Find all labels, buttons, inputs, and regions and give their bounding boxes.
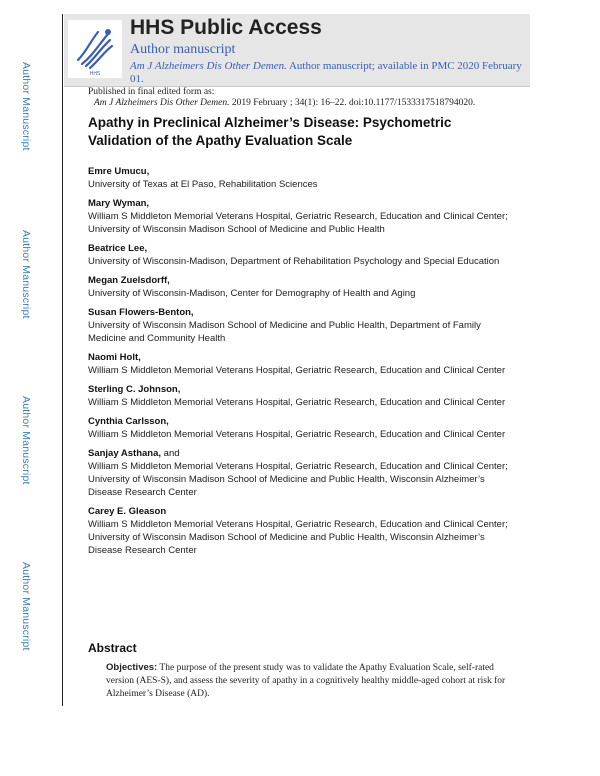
author-entry <box>88 505 518 557</box>
published-label: Published in final edited form as: <box>88 87 215 97</box>
hhs-public-access-title: HHS Public Access <box>130 16 322 39</box>
side-label-author-manuscript: Author Manuscript <box>20 230 32 319</box>
author-name: Cynthia Carlsson, <box>88 416 169 427</box>
hhs-eagle-logo-icon <box>68 20 122 78</box>
author-list <box>88 165 518 563</box>
author-entry <box>88 197 518 236</box>
author-entry <box>88 274 518 300</box>
objectives-text: The purpose of the present study was to validate the Apathy Evaluation Scale, self-rated version (AES-S), and assess the severity of apathy in a cognitively healthy middle-aged cohort at risk for Alzheimer’s Disease (AD). <box>106 663 506 699</box>
author-name: Sanjay Asthana, <box>88 448 162 459</box>
author-entry <box>88 351 518 377</box>
author-entry <box>88 242 518 268</box>
author-affiliation: William S Middleton Memorial Veterans Hospital, Geriatric Research, Education and Clinical Center <box>88 397 506 408</box>
author-entry <box>88 306 518 345</box>
published-details: 2019 February ; 34(1): 16–22. doi:10.1177/1533317518794020. <box>229 98 476 108</box>
author-entry <box>88 447 518 499</box>
article-title: Apathy in Preclinical Alzheimer’s Disease: Psychometric Validation of the Apathy Evaluation Scale <box>88 115 452 148</box>
published-citation <box>88 98 568 109</box>
author-name: Sterling C. Johnson, <box>88 384 181 395</box>
abstract-objectives <box>106 661 506 701</box>
header-citation <box>130 60 526 86</box>
objectives-label: Objectives: <box>106 662 158 673</box>
author-name: Megan Zuelsdorff, <box>88 275 170 286</box>
author-manuscript-subtitle: Author manuscript <box>130 42 236 57</box>
author-entry <box>88 415 518 441</box>
author-name: Naomi Holt, <box>88 352 141 363</box>
author-name-line <box>88 447 518 460</box>
side-label-author-manuscript: Author Manuscript <box>20 562 32 651</box>
left-rule-divider <box>62 14 63 706</box>
author-entry <box>88 383 518 409</box>
left-margin-bar <box>0 0 64 706</box>
author-name: Carey E. Gleason <box>88 506 167 517</box>
author-affiliation: William S Middleton Memorial Veterans Hospital, Geriatric Research, Education and Clinical Center; University of Wisconsin Madison School of Medicine and Public Health <box>88 211 508 235</box>
abstract-heading: Abstract <box>88 641 137 655</box>
author-name: Beatrice Lee, <box>88 243 148 254</box>
author-name: Emre Umucu, <box>88 166 150 177</box>
published-journal: Am J Alzheimers Dis Other Demen. <box>94 98 230 108</box>
side-label-author-manuscript: Author Manuscript <box>20 396 32 485</box>
author-affiliation: University of Wisconsin Madison School of Medicine and Public Health, Department of Family Medicine and Community Health <box>88 320 481 344</box>
hhs-header <box>64 14 530 87</box>
author-affiliation: University of Wisconsin-Madison, Department of Rehabilitation Psychology and Special Education <box>88 256 500 267</box>
side-label-author-manuscript: Author Manuscript <box>20 62 32 151</box>
author-affiliation: University of Texas at El Paso, Rehabilitation Sciences <box>88 179 318 190</box>
author-affiliation: University of Wisconsin-Madison, Center for Demography of Health and Aging <box>88 288 416 299</box>
header-journal: Am J Alzheimers Dis Other Demen. <box>130 60 287 72</box>
author-affiliation: William S Middleton Memorial Veterans Hospital, Geriatric Research, Education and Clinical Center <box>88 429 506 440</box>
published-in <box>88 87 568 109</box>
author-affiliation: William S Middleton Memorial Veterans Hospital, Geriatric Research, Education and Clinical Center; University of Wisconsin Madison School of Medicine and Public Health, Wisconsin Alzheimer’s Disease Research Center <box>88 519 508 556</box>
header-availability: Author manuscript; available in PMC 2020 February 01. <box>130 60 522 85</box>
author-affiliation: William S Middleton Memorial Veterans Hospital, Geriatric Research, Education and Clinical Center <box>88 365 506 376</box>
author-name: Susan Flowers-Benton, <box>88 307 194 318</box>
svg-text:HHS: HHS <box>89 71 101 77</box>
author-name-suffix: and <box>161 448 180 459</box>
author-name: Mary Wyman, <box>88 198 150 209</box>
author-affiliation: William S Middleton Memorial Veterans Hospital, Geriatric Research, Education and Clinical Center; University of Wisconsin Madison School of Medicine and Public Health, Wisconsin Alzheimer’s Disease Research Center <box>88 461 508 498</box>
author-entry <box>88 165 518 191</box>
